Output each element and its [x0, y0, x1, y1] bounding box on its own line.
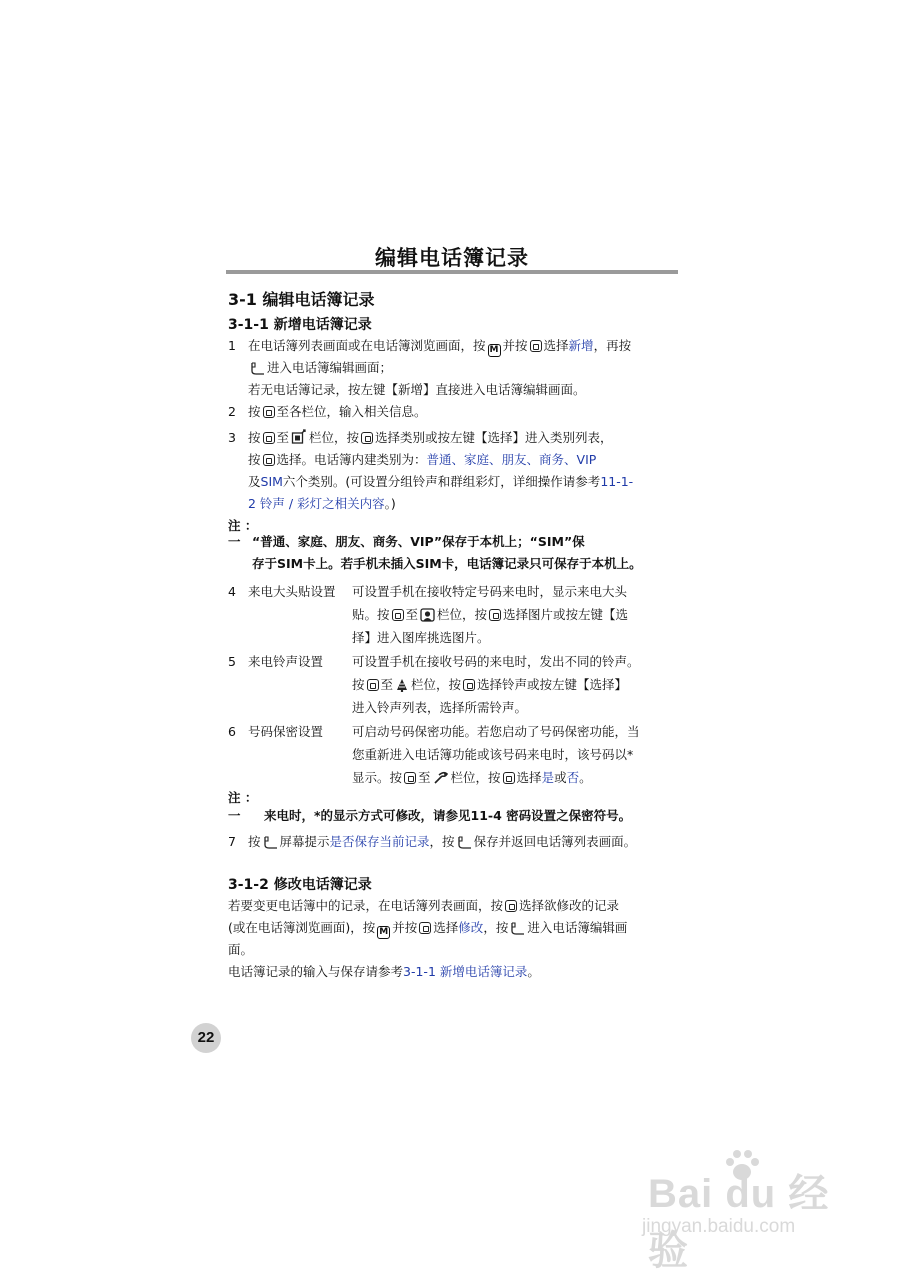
- text: 选择欲修改的记录: [519, 898, 620, 913]
- setting-desc: 您重新进入电话簿功能或该号码来电时，该号码以*: [352, 747, 634, 762]
- text: 。: [527, 964, 540, 979]
- text: 。): [384, 496, 396, 511]
- ringtone-icon: [395, 678, 409, 692]
- text: 按: [248, 834, 261, 849]
- text: 及: [248, 474, 261, 489]
- step-text: [248, 492, 396, 515]
- step-text: [248, 356, 392, 379]
- text: 栏位，按: [411, 677, 462, 692]
- nav-key-icon: [263, 406, 275, 418]
- nav-key-icon: [263, 432, 275, 444]
- edit-para-line3: [228, 938, 678, 961]
- text: 或: [554, 770, 567, 785]
- text: 屏幕提示: [279, 834, 330, 849]
- text: 若要变更电话簿中的记录，在电话簿列表画面，按: [228, 898, 504, 913]
- reference-link: 3-1-1 新增电话簿记录: [403, 964, 528, 979]
- edit-para-line1: [228, 894, 678, 917]
- text: 至: [380, 677, 394, 692]
- step-number: 4: [228, 584, 236, 599]
- text: 至各栏位，输入相关信息。: [276, 404, 427, 419]
- section-heading: 3-1 编辑电话簿记录: [228, 290, 375, 309]
- text: 至: [405, 607, 419, 622]
- category-icon: [291, 429, 307, 445]
- text: 选择铃声或按左键【选择】: [477, 677, 628, 692]
- page-number: 22: [191, 1023, 221, 1053]
- title-underline: [226, 270, 678, 274]
- setting-desc: 可启动号码保密功能。若您启动了号码保密功能，当: [352, 724, 640, 739]
- step-number: 2: [228, 404, 236, 419]
- nav-key-icon: [361, 432, 373, 444]
- setting-label: 来电大头贴设置: [248, 584, 336, 599]
- edit-para-line2: [228, 916, 678, 939]
- text: ，按: [483, 920, 509, 935]
- step-text: [248, 448, 596, 471]
- call-key-icon: [263, 836, 278, 849]
- watermark: [640, 1148, 860, 1273]
- note-text: 来电时，*的显示方式可修改，请参见11-4 密码设置之保密符号。: [264, 808, 632, 823]
- nav-key-icon: [263, 454, 275, 466]
- text: ，按: [429, 834, 455, 849]
- note-text: “普通、家庭、朋友、商务、VIP”保存于本机上；“SIM”保: [252, 534, 585, 549]
- subsection-heading-add: 3-1-1 新增电话簿记录: [228, 317, 372, 333]
- reference-link: 11-1-: [600, 474, 634, 489]
- text: 至: [418, 770, 431, 785]
- text: 选择类别或按左键【选择】进入类别列表，: [375, 430, 613, 445]
- nav-key-icon: [419, 922, 431, 934]
- step-text: [248, 830, 636, 853]
- setting-desc: 可设置手机在接收号码的来电时，发出不同的铃声。: [352, 654, 640, 669]
- step-number: 7: [228, 834, 236, 849]
- option-new: 新增: [568, 338, 594, 353]
- text: 选择: [543, 338, 569, 353]
- text: 选择。电话簿内建类别为：: [276, 452, 427, 467]
- text: 栏位，按: [309, 430, 360, 445]
- menu-m-key-icon: M: [377, 926, 390, 939]
- setting-desc: [352, 603, 628, 626]
- nav-key-icon: [503, 772, 515, 784]
- text: 按: [248, 404, 261, 419]
- nav-key-icon: [404, 772, 416, 784]
- photo-icon: [420, 608, 435, 622]
- edit-para-line4: [228, 960, 678, 983]
- text: 保存并返回电话簿列表画面。: [473, 834, 637, 849]
- step-number: 5: [228, 654, 236, 669]
- save-prompt: 是否保存当前记录: [329, 834, 430, 849]
- category-list: 普通、家庭、朋友、商务、VIP: [426, 452, 597, 467]
- note-title: 注 ：: [228, 790, 258, 805]
- text: 进入电话簿编辑画面；: [267, 360, 393, 375]
- nav-key-icon: [489, 609, 501, 621]
- text: 按: [248, 452, 261, 467]
- call-key-icon: [250, 362, 265, 375]
- text: 电话簿记录的输入与保存请参考: [228, 964, 404, 979]
- watermark-url: jingyan.baidu.com: [642, 1216, 796, 1237]
- text: 栏位，按: [450, 770, 501, 785]
- note-dash: 一: [228, 534, 241, 549]
- text: 选择图片或按左键【选: [503, 607, 629, 622]
- step-number: 1: [228, 338, 236, 353]
- step-text: [248, 470, 633, 493]
- text: 选择: [433, 920, 459, 935]
- step-number: 3: [228, 430, 236, 445]
- nav-key-icon: [367, 679, 379, 691]
- text: 至: [276, 430, 290, 445]
- text: 按: [352, 677, 365, 692]
- step-text: [248, 334, 631, 357]
- text: 选择: [516, 770, 542, 785]
- setting-desc: [352, 673, 627, 696]
- note-title: 注 ：: [228, 518, 258, 533]
- note-text: 存于SIM卡上。若手机未插入SIM卡，电话簿记录只可保存于本机上。: [252, 556, 642, 571]
- setting-desc: 可设置手机在接收特定号码来电时，显示来电大头: [352, 584, 628, 599]
- text: 按: [248, 430, 261, 445]
- setting-label: 号码保密设置: [248, 724, 324, 739]
- text: 六个类别。(可设置分组铃声和群组彩灯，详细操作请参考: [282, 474, 601, 489]
- setting-label: 来电铃声设置: [248, 654, 324, 669]
- text: 在电话簿列表画面或在电话簿浏览画面，按: [248, 338, 486, 353]
- menu-m-key-icon: M: [488, 344, 501, 357]
- privacy-icon: [433, 771, 449, 785]
- call-key-icon: [457, 836, 472, 849]
- text: (或在电话簿浏览画面)，按: [228, 920, 376, 935]
- reference-link: 2 铃声 / 彩灯之相关内容: [248, 496, 385, 511]
- option-edit: 修改: [458, 920, 484, 935]
- setting-desc: 进入铃声列表，选择所需铃声。: [352, 700, 528, 715]
- nav-key-icon: [392, 609, 404, 621]
- nav-key-icon: [505, 900, 517, 912]
- text: 面。: [228, 942, 254, 957]
- text: 显示。按: [352, 770, 403, 785]
- note-dash: 一: [228, 808, 241, 823]
- text: 并按: [502, 338, 528, 353]
- subsection-heading-edit: 3-1-2 修改电话簿记录: [228, 877, 372, 893]
- text: ，再按: [593, 338, 632, 353]
- text: 栏位，按: [437, 607, 488, 622]
- page-title: 编辑电话簿记录: [375, 246, 529, 270]
- step-number: 6: [228, 724, 236, 739]
- option-no: 否: [566, 770, 580, 785]
- text: 并按: [392, 920, 418, 935]
- category-sim: SIM: [260, 474, 283, 489]
- step-text: [248, 426, 613, 449]
- nav-key-icon: [530, 340, 542, 352]
- setting-desc: 择】进入图库挑选图片。: [352, 630, 490, 645]
- text: 进入电话簿编辑画: [527, 920, 628, 935]
- step-text: 若无电话簿记录，按左键【新增】直接进入电话簿编辑画面。: [248, 382, 586, 397]
- nav-key-icon: [463, 679, 475, 691]
- option-yes: 是: [541, 770, 555, 785]
- watermark-logo: Bai du 经验: [648, 1172, 830, 1273]
- call-key-icon: [510, 922, 525, 935]
- text: 贴。按: [352, 607, 390, 622]
- text: 。: [579, 770, 592, 785]
- step-text: [248, 400, 427, 423]
